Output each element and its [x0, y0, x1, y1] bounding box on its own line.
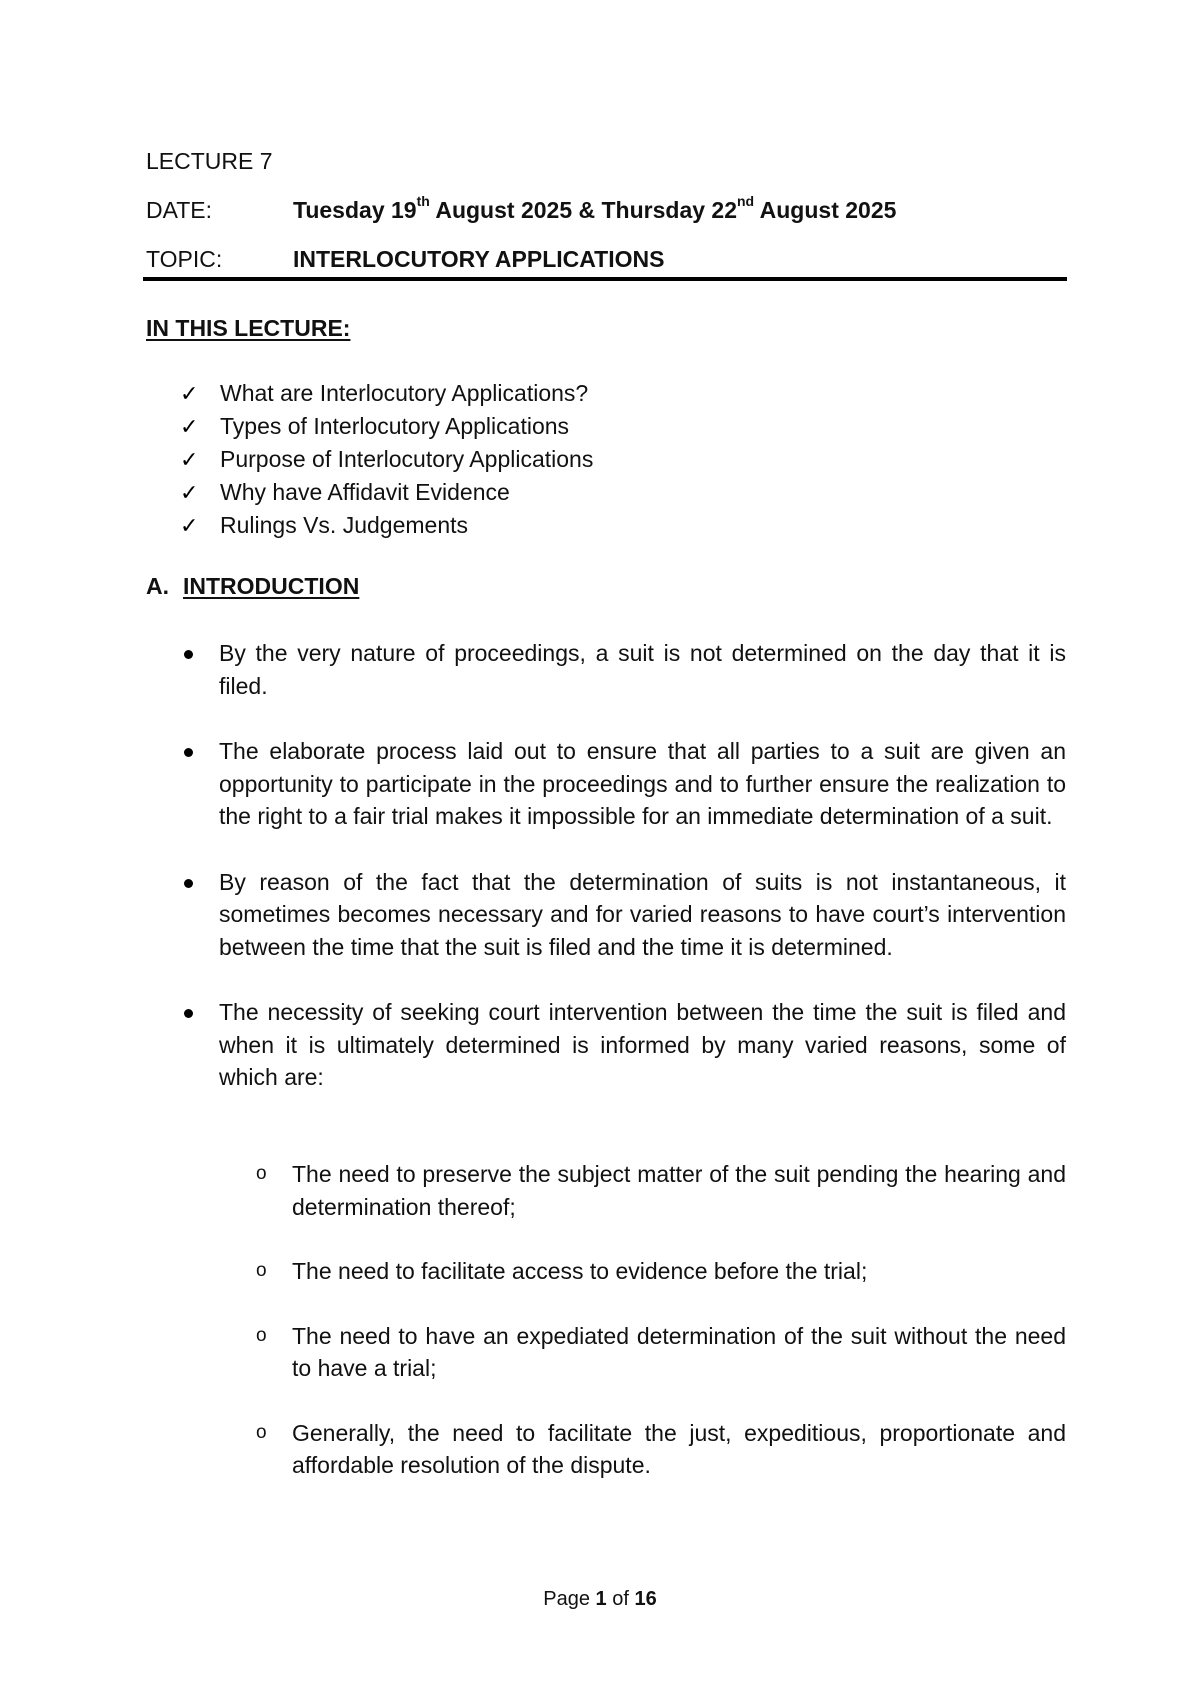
checklist-item	[180, 476, 593, 509]
section-title: INTRODUCTION	[183, 573, 360, 599]
lecture-title-text: LECTURE 7	[146, 148, 273, 174]
sub-item-text: Generally, the need to facilitate the just, expeditious, proportionate and affordable resolution of the dispute.	[292, 1419, 1066, 1478]
circle-bullet-icon: o	[256, 1421, 267, 1443]
checklist-item	[180, 443, 593, 476]
sub-item	[253, 1417, 1066, 1482]
in-this-lecture-heading: IN THIS LECTURE:	[146, 315, 351, 341]
bullet-text: By reason of the fact that the determination of suits is not instantaneous, it sometimes becomes necessary and for varied reasons to have court’s intervention between the time that the suit is filed and the time it is determined.	[219, 868, 1066, 960]
check-icon: ✓	[180, 513, 199, 538]
checklist-item-text: Types of Interlocutory Applications	[220, 413, 570, 439]
lecture-title	[146, 147, 273, 175]
check-icon: ✓	[180, 414, 199, 439]
section-letter: A.	[146, 573, 169, 599]
circle-bullet-icon: o	[256, 1260, 267, 1281]
sub-item-text: The need to facilitate access to evidence before the trial;	[292, 1258, 868, 1284]
lecture-checklist	[180, 377, 593, 542]
page-of: of	[606, 1588, 635, 1610]
bullet-text: The elaborate process laid out to ensure that all parties to a suit are given an opportunity to participate in the proceedings and to further ensure the realization to the right to a fair trial makes it impossible for an immediate determination of a suit.	[219, 738, 1066, 829]
page-total: 16	[634, 1588, 657, 1610]
date-label: DATE:	[146, 197, 213, 223]
checklist-item	[180, 377, 593, 410]
sub-item-text: The need to preserve the subject matter of the suit pending the hearing and determination thereof;	[292, 1161, 1066, 1220]
page-footer	[0, 1587, 1200, 1611]
header-divider	[143, 277, 1067, 281]
check-icon: ✓	[180, 480, 199, 505]
bullet-icon	[184, 650, 193, 659]
bullet-item	[180, 996, 1066, 1094]
topic-line	[146, 245, 664, 273]
bullet-icon	[184, 879, 193, 888]
bullet-icon	[184, 748, 193, 757]
bullet-icon	[184, 1009, 193, 1018]
checklist-item	[180, 509, 593, 542]
page-current: 1	[595, 1588, 607, 1610]
bullet-item	[180, 866, 1066, 964]
sub-item-text: The need to have an expediated determination of the suit without the need to have a trial;	[292, 1322, 1066, 1381]
date-sup-2: nd	[737, 193, 755, 210]
bullet-item	[180, 735, 1066, 833]
page-prefix: Page	[543, 1588, 596, 1610]
section-a-heading	[146, 572, 359, 600]
bullet-item	[180, 637, 1066, 702]
date-sup-1: th	[416, 193, 430, 210]
bullet-text: By the very nature of proceedings, a suit is not determined on the day that it is filed.	[219, 640, 1066, 699]
date-part-3: August 2025	[754, 197, 897, 223]
circle-bullet-icon: o	[256, 1163, 267, 1184]
checklist-item-text: Purpose of Interlocutory Applications	[220, 446, 594, 472]
circle-bullet-icon: o	[256, 1324, 267, 1346]
checklist-item	[180, 410, 593, 443]
date-line	[146, 193, 897, 224]
check-icon: ✓	[180, 447, 199, 472]
checklist-item-text: What are Interlocutory Applications?	[220, 380, 589, 406]
checklist-item-text: Why have Affidavit Evidence	[220, 479, 510, 505]
topic-value: INTERLOCUTORY APPLICATIONS	[293, 246, 665, 272]
sub-item	[253, 1320, 1066, 1385]
topic-label: TOPIC:	[146, 246, 223, 272]
date-value	[293, 193, 897, 223]
checklist-item-text: Rulings Vs. Judgements	[220, 512, 469, 538]
date-part-2: August 2025 & Thursday 22	[429, 197, 737, 223]
sub-item	[253, 1255, 1066, 1288]
introduction-bullets	[180, 637, 1066, 1127]
date-part-1: Tuesday 19	[293, 197, 417, 223]
check-icon: ✓	[180, 381, 199, 406]
bullet-text: The necessity of seeking court intervention between the time the suit is filed and when it is ultimately determined is informed by many varied reasons, some of which are:	[219, 999, 1066, 1090]
sub-item	[253, 1158, 1066, 1223]
reasons-sublist	[253, 1158, 1066, 1514]
